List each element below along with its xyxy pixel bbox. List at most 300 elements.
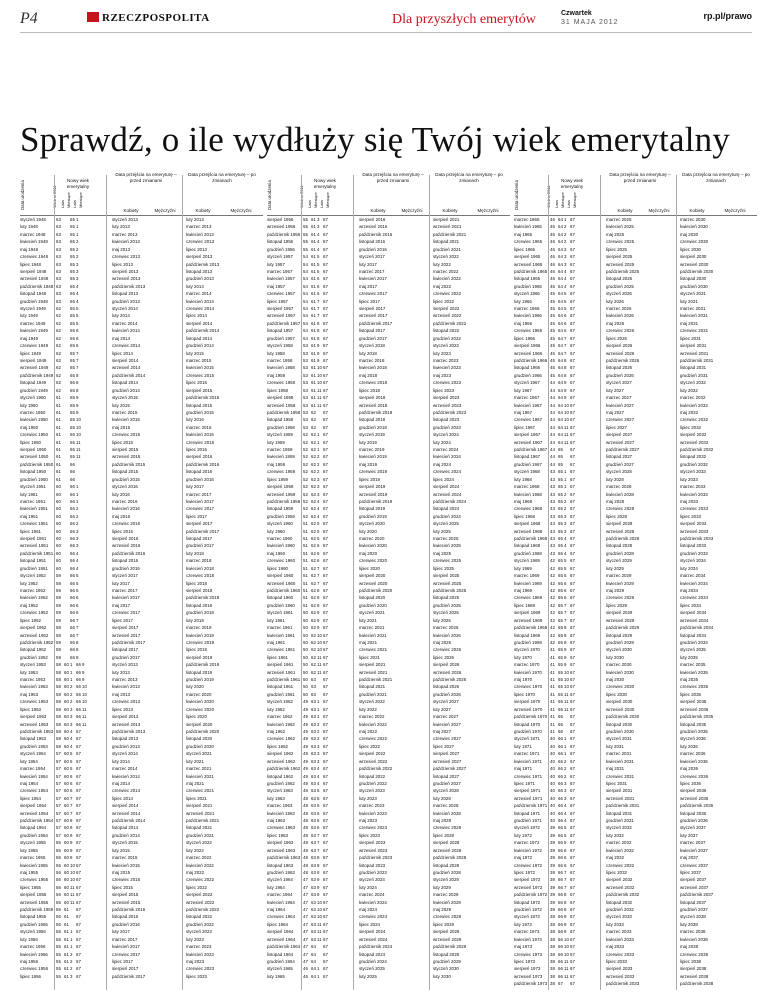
age-cell: 58 — [56, 743, 61, 749]
date-cell: luty 2023 — [186, 936, 204, 942]
age-cell: 67 — [323, 684, 328, 690]
age-cell: 1 — [317, 699, 320, 705]
birth-date-cell: luty 1959 — [267, 439, 285, 445]
age-cell: 9 — [317, 884, 320, 890]
birth-date-cell: wrzesień 1971 — [514, 795, 543, 801]
age-cell: 67 — [323, 543, 328, 549]
age-cell: 50 — [303, 632, 308, 638]
age-cell: 4 — [564, 810, 567, 816]
table-row — [514, 247, 757, 253]
date-cell: lipiec 2014 — [186, 313, 207, 319]
age-cell: 65 — [70, 432, 75, 438]
date-cell: wrzesień 2016 — [359, 224, 388, 230]
birth-date-cell: styczeń 1964 — [267, 877, 293, 883]
date-cell: maj 2017 — [359, 283, 378, 289]
birth-date-cell: lipiec 1951 — [20, 528, 41, 534]
date-cell: czerwiec 2015 — [186, 372, 215, 378]
age-cell: 66 — [558, 951, 563, 957]
age-cell: 1 — [564, 743, 567, 749]
table-row — [20, 247, 263, 253]
age-cell: 10 — [76, 424, 81, 430]
birth-date-cell: marzec 1970 — [514, 662, 540, 668]
age-cell: 67 — [323, 536, 328, 542]
age-cell: 5 — [564, 573, 567, 579]
age-cell: 1 — [70, 662, 73, 668]
age-cell: 67 — [323, 461, 328, 467]
date-cell: listopad 2031 — [606, 810, 633, 816]
age-subheader: Miesiące — [560, 192, 565, 208]
age-cell: 64 — [311, 973, 316, 979]
date-cell: luty 2014 — [186, 283, 204, 289]
table-row — [20, 803, 263, 809]
age-cell: 56 — [56, 855, 61, 861]
age-cell: 67 — [76, 810, 81, 816]
age-cell: 67 — [323, 476, 328, 482]
date-cell: luty 2036 — [680, 743, 698, 749]
birth-date-cell: czerwiec 1951 — [20, 521, 49, 527]
table-row — [514, 751, 757, 757]
birth-date-cell: styczeń 1967 — [514, 380, 540, 386]
age-cell: 66 — [70, 484, 75, 490]
date-cell: kwiecień 2031 — [680, 313, 708, 319]
age-cell: 9 — [70, 847, 73, 853]
table-row — [267, 254, 510, 260]
age-cell: 61 — [56, 469, 61, 475]
age-cell: 66 — [70, 498, 75, 504]
age-cell: 8 — [317, 869, 320, 875]
age-cell: 59 — [56, 617, 61, 623]
date-cell: czerwiec 2025 — [433, 558, 462, 564]
age-cell: 64 — [558, 313, 563, 319]
table-row — [20, 291, 263, 297]
age-cell: 3 — [70, 714, 73, 720]
age-cell: 60 — [64, 862, 69, 868]
age-cell: 53 — [303, 395, 308, 401]
age-cell: 62 — [311, 550, 316, 556]
age-cell: 3 — [317, 491, 320, 497]
table-row — [267, 863, 510, 869]
age-cell: 51 — [303, 588, 308, 593]
age-cell: 67 — [570, 528, 575, 534]
table-row — [20, 774, 263, 780]
age-cell: 67 — [570, 246, 575, 252]
age-cell: 54 — [303, 313, 308, 319]
age-cell: 67 — [570, 424, 575, 430]
date-cell: październik 2013 — [112, 728, 146, 734]
birth-date-cell: listopad 1963 — [267, 862, 294, 868]
table-row — [20, 633, 263, 639]
birth-date-cell: wrzesień 1955 — [20, 899, 49, 905]
date-cell: sierpień 2022 — [186, 892, 213, 898]
age-cell: 67 — [323, 743, 328, 749]
age-cell: 67 — [76, 862, 81, 868]
age-cell: 5 — [76, 573, 79, 579]
age-cell: 65 — [558, 602, 563, 608]
age-cell: 67 — [323, 617, 328, 623]
age-cell: 67 — [570, 944, 575, 950]
date-cell: wrzesień 2033 — [680, 528, 709, 534]
birth-date-cell: maj 1962 — [267, 728, 286, 734]
age-cell: 67 — [323, 869, 328, 875]
date-cell: wrzesień 2029 — [606, 617, 635, 623]
date-cell: kwiecień 2013 — [112, 684, 140, 690]
age-cell: 67 — [570, 921, 575, 927]
age-cell: 67 — [323, 714, 328, 720]
age-cell: 67 — [76, 818, 81, 824]
table-row — [20, 224, 263, 230]
table-row — [267, 477, 510, 483]
age-cell: 5 — [317, 528, 320, 534]
table-row — [514, 417, 757, 423]
birth-date-cell: luty 1970 — [514, 654, 532, 660]
age-cell: 53 — [303, 350, 308, 356]
date-cell: maj 2037 — [680, 855, 699, 861]
age-cell: 67 — [323, 313, 328, 319]
age-cell: 65 — [70, 328, 75, 334]
birth-date-cell: sierpień 1962 — [267, 751, 294, 757]
age-cell: 64 — [558, 350, 563, 356]
age-cell: 67 — [570, 417, 575, 423]
age-cell: 55 — [56, 959, 61, 964]
birth-date-cell: grudzień 1967 — [514, 461, 542, 467]
age-cell: 39 — [550, 862, 555, 868]
age-cell: 66 — [558, 788, 563, 794]
date-cell: luty 2014 — [112, 758, 130, 764]
birth-date-cell: październik 1963 — [267, 855, 301, 861]
age-cell: 5 — [76, 580, 79, 586]
age-cell: 42 — [550, 565, 555, 571]
date-cell: luty 2016 — [112, 491, 130, 497]
age-cell: 39 — [550, 825, 555, 831]
date-cell: luty 2025 — [433, 528, 451, 534]
age-cell: 60 — [64, 810, 69, 816]
age-cell: 60 — [64, 877, 69, 883]
table-row — [514, 907, 757, 913]
age-cell: 6 — [70, 788, 73, 794]
date-cell: październik 2037 — [680, 892, 714, 898]
age-cell: 67 — [570, 320, 575, 326]
birth-date-cell: lipiec 1971 — [514, 780, 535, 786]
age-cell: 6 — [564, 580, 567, 586]
table-row — [267, 514, 510, 520]
age-cell: 56 — [56, 892, 61, 898]
age-cell: 66 — [558, 832, 563, 838]
date-cell: luty 2035 — [680, 654, 698, 660]
age-cell: 65 — [70, 276, 75, 282]
age-cell: 60 — [64, 699, 69, 705]
date-cell: styczeń 2038 — [680, 914, 706, 920]
birth-date-cell: listopad 1951 — [20, 558, 47, 564]
table-row — [267, 959, 510, 965]
date-cell: lipiec 2020 — [186, 714, 207, 720]
age-cell: 66 — [76, 714, 81, 720]
age-cell: 63 — [311, 677, 316, 683]
age-cell: 47 — [303, 959, 308, 964]
birth-date-cell: czerwiec 1960 — [267, 558, 296, 564]
birth-date-cell: październik 1966 — [514, 357, 548, 363]
birth-date-cell: listopad 1949 — [20, 380, 47, 386]
age-cell: 67 — [323, 224, 328, 230]
age-cell: 67 — [570, 506, 575, 512]
date-cell: kwiecień 2023 — [359, 810, 387, 816]
table-row — [267, 788, 510, 794]
date-cell: listopad 2029 — [606, 632, 633, 638]
age-cell: 65 — [558, 573, 563, 579]
birth-date-cell: sierpień 1953 — [20, 714, 47, 720]
table-row — [20, 625, 263, 631]
birth-date-cell: grudzień 1970 — [514, 728, 542, 734]
date-cell: czerwiec 2032 — [680, 417, 709, 423]
age-cell: 67 — [323, 454, 328, 460]
age-cell: 8 — [317, 335, 320, 341]
birth-date-cell: wrzesień 1958 — [267, 402, 296, 408]
age-cell: 63 — [56, 224, 61, 230]
table-row — [267, 276, 510, 282]
age-cell: 61 — [64, 907, 69, 913]
table-row — [20, 825, 263, 831]
date-cell: marzec 2021 — [359, 625, 385, 631]
date-cell: czerwiec 2027 — [433, 736, 462, 742]
date-cell: lipiec 2018 — [186, 580, 207, 586]
age-cell: 62 — [56, 350, 61, 356]
age-cell: 66 — [70, 602, 75, 608]
table-row — [20, 840, 263, 846]
table-row — [267, 937, 510, 943]
date-cell: lipiec 2021 — [359, 654, 380, 660]
date-cell: październik 2033 — [606, 981, 640, 987]
age-cell: 40 — [550, 795, 555, 801]
birth-date-cell: sierpień 1964 — [267, 929, 294, 935]
birth-date-cell: październik 1968 — [514, 536, 548, 542]
birth-date-cell: styczeń 1968 — [514, 469, 540, 475]
age-cell: 67 — [323, 840, 328, 846]
date-cell: listopad 2021 — [186, 825, 213, 831]
date-cell: listopad 2023 — [359, 862, 386, 868]
date-cell: kwiecień 2014 — [186, 298, 214, 304]
date-cell: maj 2017 — [112, 602, 131, 608]
age-cell: 41 — [550, 706, 555, 712]
age-cell: 55 — [56, 929, 61, 935]
birth-date-cell: sierpień 1952 — [20, 625, 47, 631]
date-cell: maj 2026 — [606, 320, 625, 326]
age-cell: 67 — [76, 959, 81, 964]
age-cell: 4 — [70, 736, 73, 742]
age-cell: 52 — [303, 439, 308, 445]
birth-date-header — [267, 170, 277, 214]
age-cell: 62 — [311, 595, 316, 601]
date-cell: kwiecień 2030 — [680, 224, 708, 230]
date-cell: kwiecień 2017 — [186, 498, 214, 504]
age-cell: 67 — [570, 973, 575, 979]
table-row — [20, 811, 263, 817]
site-link[interactable]: rp.pl/prawo — [703, 11, 752, 21]
date-cell: kwiecień 2030 — [606, 669, 634, 675]
date-cell: grudzień 2025 — [606, 283, 634, 289]
age-cell: 53 — [303, 372, 308, 378]
birth-date-cell: styczeń 1955 — [20, 840, 46, 846]
date-cell: październik 2014 — [112, 818, 146, 824]
age-cell: 6 — [76, 602, 79, 608]
age-cell: 67 — [570, 380, 575, 386]
age-cell: 43 — [550, 491, 555, 497]
age-cell: 39 — [550, 847, 555, 853]
birth-date-cell: sierpień 1950 — [20, 447, 47, 453]
birth-date-cell: listopad 1969 — [514, 632, 541, 638]
birth-date-cell: marzec 1959 — [267, 447, 293, 453]
age-cell: 67 — [570, 350, 575, 356]
birth-date-cell: sierpień 1959 — [267, 484, 294, 490]
age-cell: 61 — [64, 914, 69, 920]
age-cell: 67 — [570, 825, 575, 831]
date-cell: marzec 2013 — [112, 231, 138, 237]
age-cell: 66 — [70, 654, 75, 660]
age-cell: 10 — [70, 862, 75, 868]
date-cell: maj 2025 — [606, 231, 625, 237]
table-row — [514, 380, 757, 386]
age-cell: 66 — [558, 795, 563, 801]
table-row — [267, 796, 510, 802]
birth-date-cell: czerwiec 1953 — [20, 699, 49, 705]
birth-date-cell: październik 1952 — [20, 639, 54, 645]
age-cell: 63 — [311, 728, 316, 734]
table-row — [20, 328, 263, 334]
age-cell: 59 — [56, 632, 61, 638]
age-cell: 61 — [56, 461, 61, 467]
date-cell: kwiecień 2017 — [112, 944, 140, 950]
date-cell: lipiec 2035 — [680, 691, 701, 697]
birth-date-cell: maj 1964 — [267, 907, 286, 913]
age-cell: 2 — [76, 254, 79, 260]
age-cell: 60 — [64, 803, 69, 809]
age-cell: 3 — [317, 751, 320, 757]
date-cell: wrzesień 2030 — [680, 261, 709, 267]
date-cell: luty 2023 — [359, 795, 377, 801]
birth-date-cell: marzec 1965 — [514, 217, 540, 222]
age-cell: 67 — [570, 602, 575, 608]
age-cell: 66 — [76, 691, 81, 697]
age-cell: 64 — [558, 402, 563, 408]
age-cell: 67 — [323, 632, 328, 638]
age-cell: 50 — [303, 647, 308, 653]
date-cell: grudzień 2016 — [112, 921, 140, 927]
date-cell: grudzień 2023 — [359, 869, 387, 875]
table-row — [267, 625, 510, 631]
age-cell: 5 — [70, 751, 73, 757]
age-cell: 57 — [56, 780, 61, 786]
table-row — [514, 403, 757, 409]
age-cell: 60 — [56, 543, 61, 549]
table-row — [267, 232, 510, 238]
age-cell: 61 — [64, 966, 69, 972]
age-cell: 50 — [303, 610, 308, 616]
table-row — [514, 670, 757, 676]
table-row — [267, 603, 510, 609]
date-cell: listopad 2016 — [186, 469, 213, 475]
date-cell: listopad 2033 — [680, 543, 707, 549]
date-cell: styczeń 2036 — [680, 736, 706, 742]
age-cell: 66 — [70, 647, 75, 653]
age-cell: 67 — [570, 409, 575, 415]
date-cell: lipiec 2032 — [606, 869, 627, 875]
age-cell: 67 — [323, 491, 328, 497]
age-cell: 9 — [82, 669, 85, 675]
age-cell: 11 — [564, 439, 569, 445]
date-cell: październik 2021 — [186, 818, 220, 824]
age-cell: 60 — [64, 788, 69, 794]
age-cell: 66 — [70, 573, 75, 579]
age-cell: 44 — [550, 402, 555, 408]
table-row — [20, 684, 263, 690]
age-cell: 62 — [311, 647, 316, 653]
age-cell: 11 — [82, 714, 87, 720]
table-row — [20, 581, 263, 587]
date-cell: sierpień 2018 — [186, 588, 213, 593]
age-cell: 9 — [317, 343, 320, 349]
birth-date-cell: sierpień 1968 — [514, 521, 541, 527]
age-cell: 64 — [558, 328, 563, 334]
date-cell: wrzesień 2015 — [112, 454, 141, 460]
age-cell: 49 — [303, 751, 308, 757]
date-cell: lipiec 2024 — [433, 476, 454, 482]
age-cell: 66 — [70, 461, 75, 467]
date-cell: marzec 2028 — [606, 484, 632, 490]
table-row — [267, 410, 510, 416]
table-row — [20, 499, 263, 505]
birth-date-cell: wrzesień 1953 — [20, 721, 49, 727]
date-cell: sierpień 2020 — [186, 721, 213, 727]
table-row — [20, 284, 263, 290]
age-cell: 5 — [317, 795, 320, 801]
age-cell: 60 — [64, 818, 69, 824]
age-cell: 1 — [564, 469, 567, 475]
table-row — [267, 751, 510, 757]
date-cell: marzec 2013 — [112, 677, 138, 683]
age-cell: 7 — [76, 350, 79, 356]
age-cell: 67 — [76, 951, 81, 957]
age-cell: 6 — [76, 595, 79, 601]
date-cell: czerwiec 2014 — [186, 306, 215, 312]
date-cell: maj 2024 — [359, 907, 378, 913]
birth-date-cell: maj 1960 — [267, 550, 286, 556]
header-rule — [514, 215, 757, 216]
age-cell: 67 — [323, 751, 328, 757]
age-cell: 67 — [76, 892, 81, 898]
age-cell: 65 — [70, 350, 75, 356]
date-cell: sierpień 2017 — [112, 625, 139, 631]
birth-date-cell: grudzień 1961 — [267, 691, 295, 697]
birth-date-cell: wrzesień 1969 — [514, 617, 543, 623]
age-cell: 66 — [558, 758, 563, 764]
date-cell: luty 2022 — [433, 261, 451, 267]
date-cell: kwiecień 2032 — [606, 847, 634, 853]
age-cell: 67 — [570, 840, 575, 846]
birth-date-cell: lipiec 1965 — [514, 246, 535, 252]
age-cell: 65 — [70, 261, 75, 267]
age-cell: 62 — [311, 454, 316, 460]
age-cell: 67 — [323, 246, 328, 252]
age-subheader: Wiek w 2011 — [546, 185, 551, 208]
age-cell: 63 — [311, 884, 316, 890]
age-cell: 67 — [76, 877, 81, 883]
birth-date-cell: grudzień 1963 — [267, 869, 295, 875]
age-cell: 4 — [317, 780, 320, 786]
age-cell: 39 — [550, 832, 555, 838]
date-cell: maj 2013 — [112, 691, 131, 697]
age-cell: 49 — [303, 706, 308, 712]
age-cell: 60 — [56, 491, 61, 497]
date-cell: listopad 2017 — [186, 536, 213, 542]
date-cell: kwiecień 2031 — [606, 758, 634, 764]
